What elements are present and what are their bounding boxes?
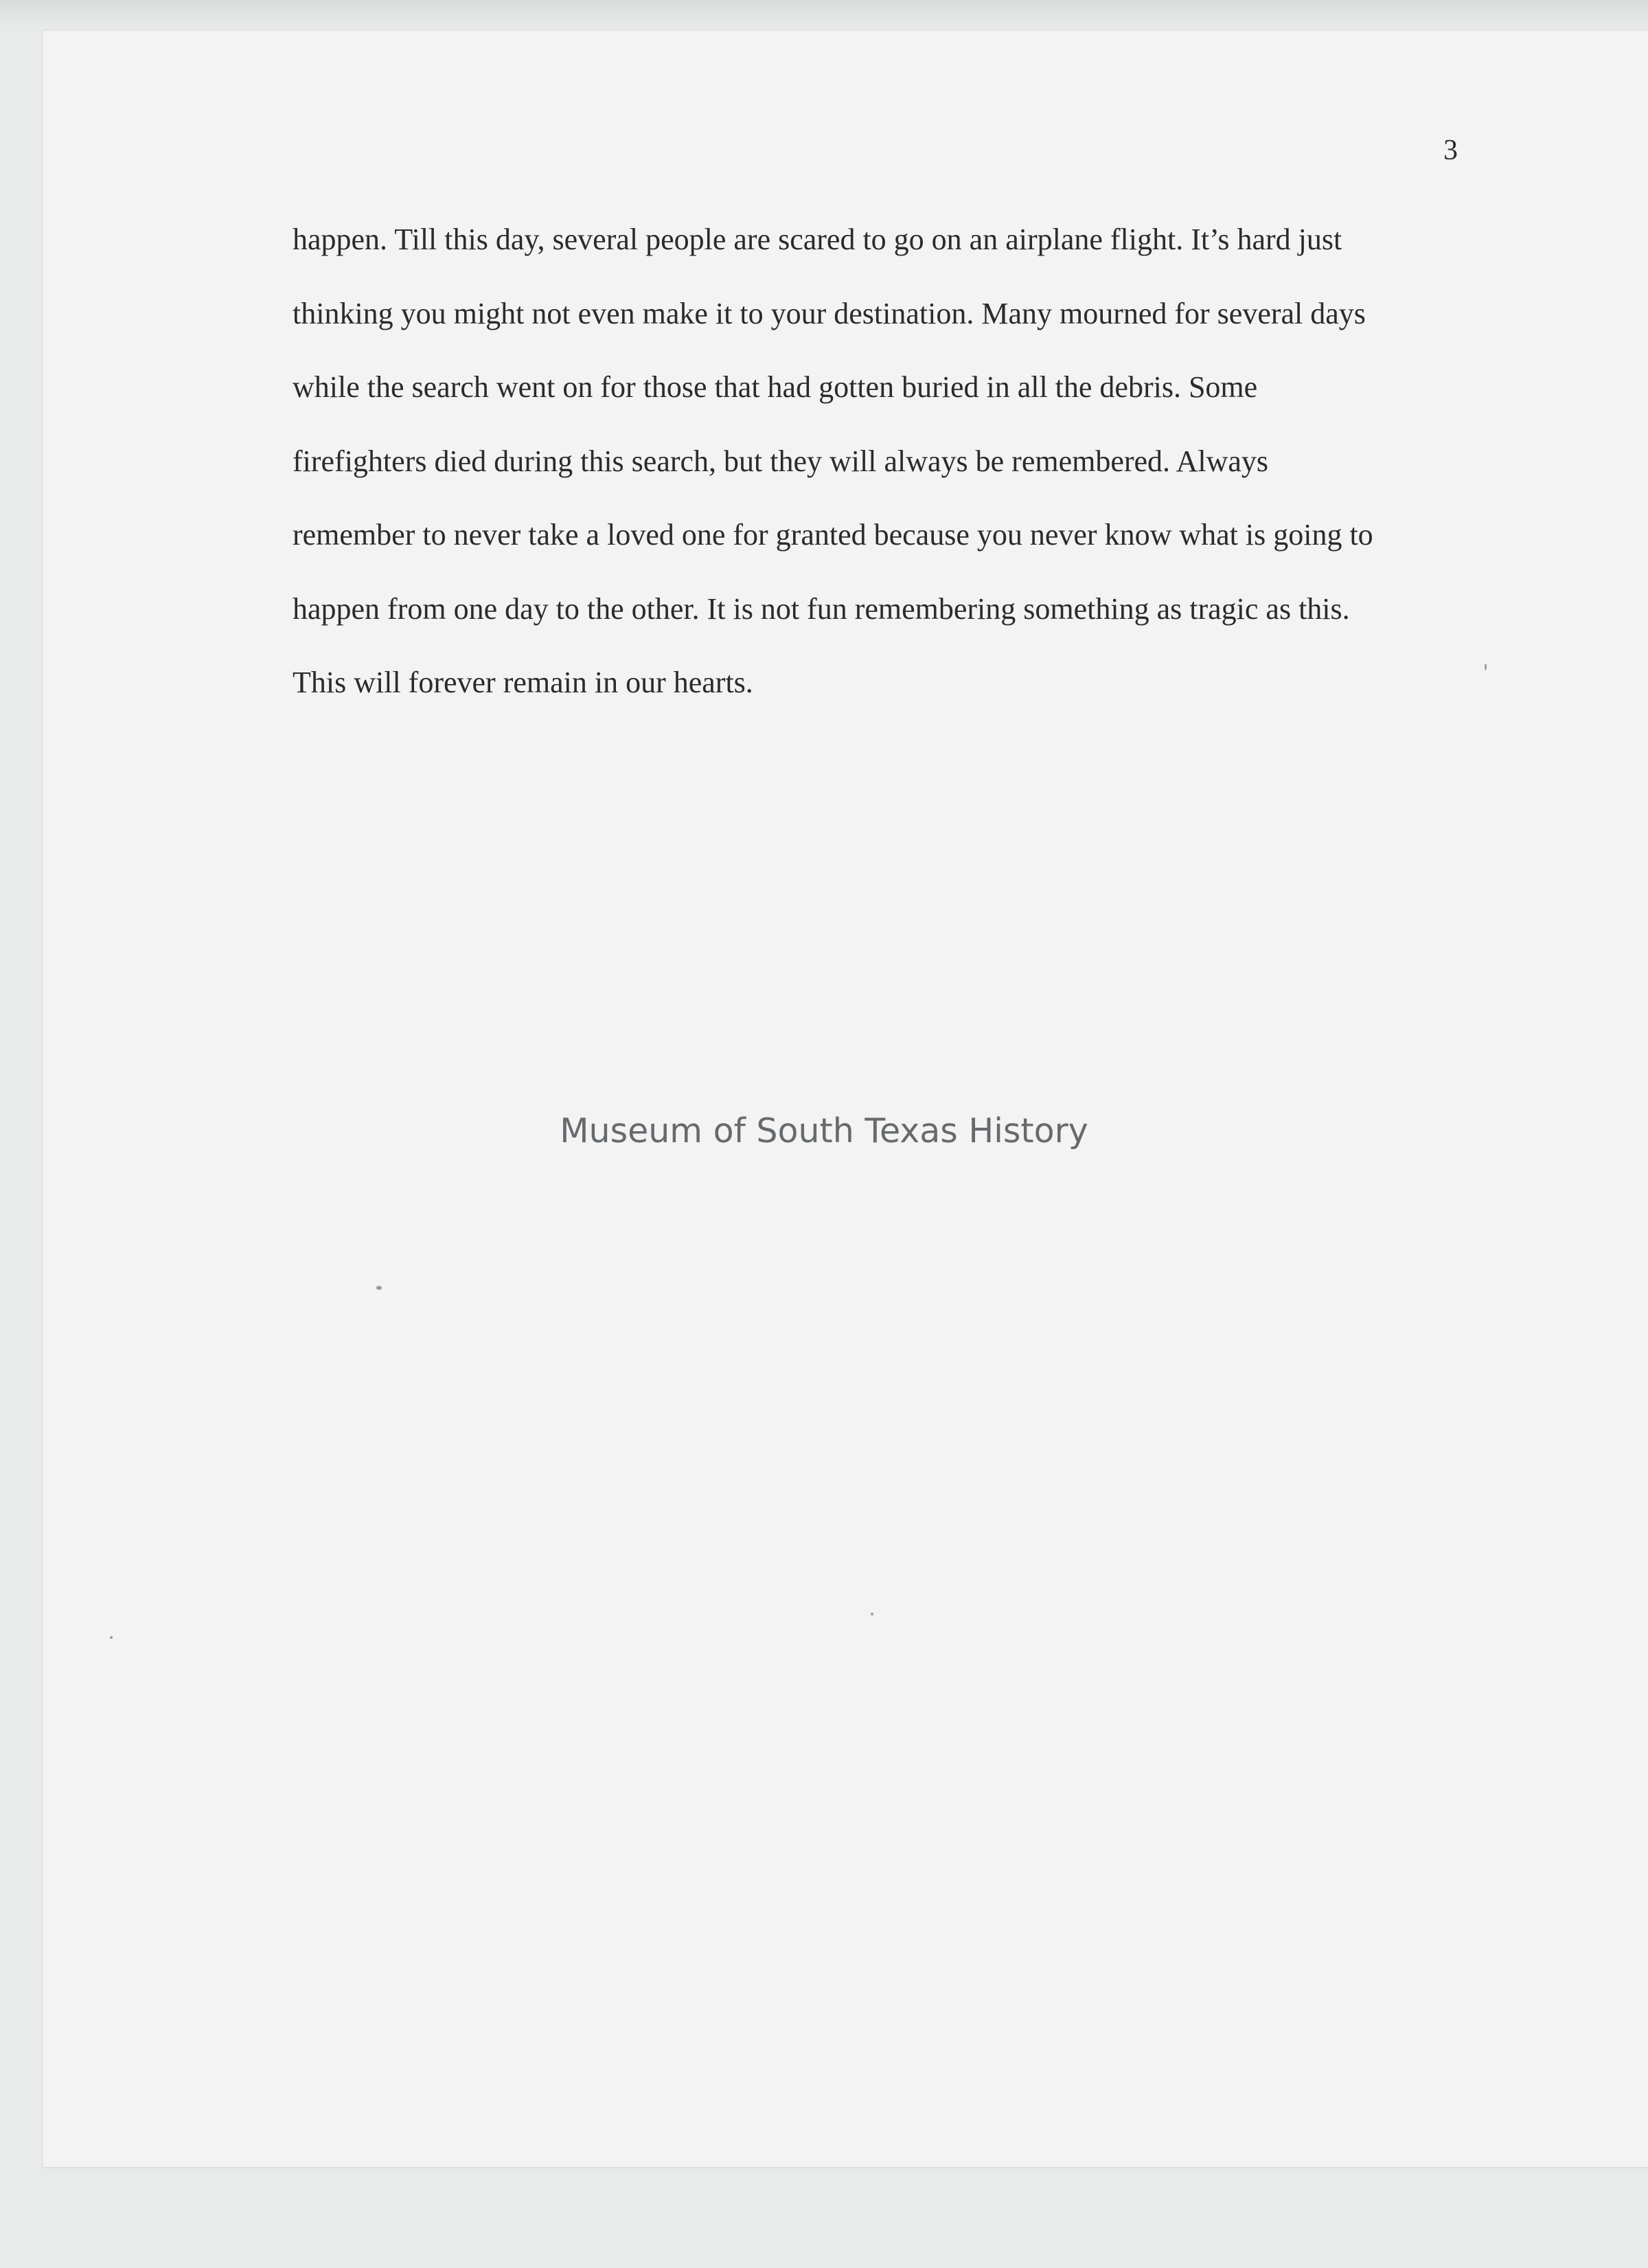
scan-edge-shadow [0, 0, 1648, 27]
museum-watermark: Museum of South Texas History [560, 1111, 1088, 1150]
text-line: while the search went on for those that had gotten buried in all the debris. Some [293, 370, 1258, 404]
text-line: remember to never take a loved one for granted because you never know what is going to [293, 518, 1373, 552]
text-line: happen from one day to the other. It is not fun remembering something as tragic as this. [293, 591, 1350, 626]
text-line: happen. Till this day, several people are scared to go on an airplane flight. It’s hard just [293, 223, 1342, 256]
scan-speck [376, 1286, 382, 1290]
scan-speck [871, 1613, 873, 1615]
scan-speck [1485, 664, 1487, 670]
text-line: thinking you might not even make it to your destination. Many mourned for several days [293, 296, 1366, 330]
essay-paragraph [293, 221, 1460, 738]
scan-speck [110, 1636, 113, 1639]
text-line: firefighters died during this search, but they will always be remembered. Always [293, 444, 1269, 478]
page-number: 3 [1443, 135, 1458, 166]
text-line: This will forever remain in our hearts. [293, 666, 753, 699]
